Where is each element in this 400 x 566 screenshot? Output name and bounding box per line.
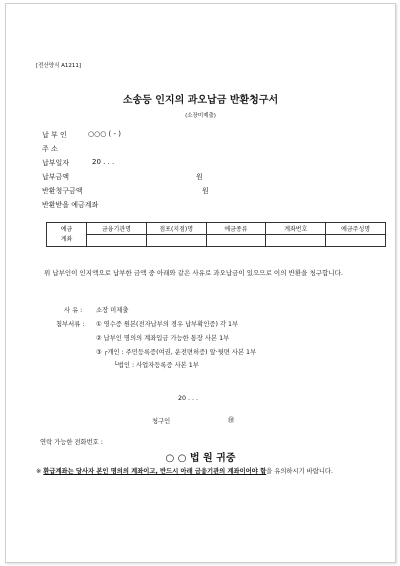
note-rest: 을 유의하시기 바랍니다. xyxy=(266,468,333,475)
body-text: 위 납부인이 인지액으로 납부한 금액 중 아래와 같은 사유로 과오납금이 있으므로 이의 반환을 청구합니다. xyxy=(44,269,343,277)
document-title: 소송등 인지의 과오납금 반환청구서 xyxy=(122,95,279,106)
amount-label: 납부금액 xyxy=(42,173,70,181)
refund-label: 반환청구금액 xyxy=(42,187,83,195)
header-branch: 점포(지점)명 xyxy=(146,223,206,235)
account-row xyxy=(42,200,98,210)
cell-number[interactable] xyxy=(266,235,326,247)
cell-branch[interactable] xyxy=(146,235,206,247)
contact-label: 연락 가능한 전화번호 : xyxy=(40,439,103,446)
attachment-item: ① 영수증 원본(전자납부의 경우 납부확인증) 각 1부 xyxy=(96,321,239,328)
document-page xyxy=(5,3,396,563)
payer-row xyxy=(42,130,121,140)
header-number: 계좌번호 xyxy=(266,223,326,235)
claimant-label: 청구인 xyxy=(152,418,171,425)
attachment-item: ③ ┌개인 : 주민등록증(여권, 운전면허증) 앞·뒷면 사본 1부 xyxy=(96,349,257,356)
address-row xyxy=(42,144,58,154)
address-label: 주 소 xyxy=(42,145,58,153)
date-row xyxy=(42,158,115,168)
attachments-label: 첨부서류 : xyxy=(56,321,85,328)
seal-mark: ㊞ xyxy=(228,417,235,424)
header-holder: 예금주성명 xyxy=(326,223,386,235)
date-label: 납부일자 xyxy=(42,159,70,167)
payer-value: ○○○ ( - ) xyxy=(88,130,121,138)
footnote xyxy=(36,466,376,477)
court-name: ○ ○ 법 원 귀중 xyxy=(165,453,236,464)
note-emphasis: 환급계좌는 당사자 본인 명의의 계좌이고, 반드시 아래 금융기관의 계좌이어야 함 xyxy=(43,468,267,475)
refund-row xyxy=(42,186,209,196)
attachment-item: └법인 : 사업자등록증 사본 1부 xyxy=(114,362,199,369)
header-type: 예금종류 xyxy=(206,223,266,235)
reason-value: 소장 미제출 xyxy=(96,307,129,314)
date-value: 20 . . . xyxy=(92,158,115,166)
account-table xyxy=(46,222,386,247)
cell-holder[interactable] xyxy=(326,235,386,247)
sign-date: 20 . . . xyxy=(178,395,199,402)
amount-row xyxy=(42,172,203,182)
account-row-label: 예금 계좌 xyxy=(47,223,87,247)
cell-bank[interactable] xyxy=(87,235,147,247)
refund-unit: 원 xyxy=(202,187,209,195)
payer-label: 납 부 인 xyxy=(42,131,67,139)
account-label: 반환받을 예금계좌 xyxy=(42,201,99,209)
header-bank: 금융기관명 xyxy=(87,223,147,235)
form-code: [전산양식 A1211] xyxy=(36,63,82,69)
cell-type[interactable] xyxy=(206,235,266,247)
note-prefix: ※ xyxy=(36,468,42,475)
attachment-item: ② 납부인 명의의 계좌입금 가능한 통장 사본 1부 xyxy=(96,335,230,342)
document-subtitle: (소장미제출) xyxy=(185,113,216,119)
amount-unit: 원 xyxy=(196,173,203,181)
reason-label: 사 유 : xyxy=(64,307,83,314)
